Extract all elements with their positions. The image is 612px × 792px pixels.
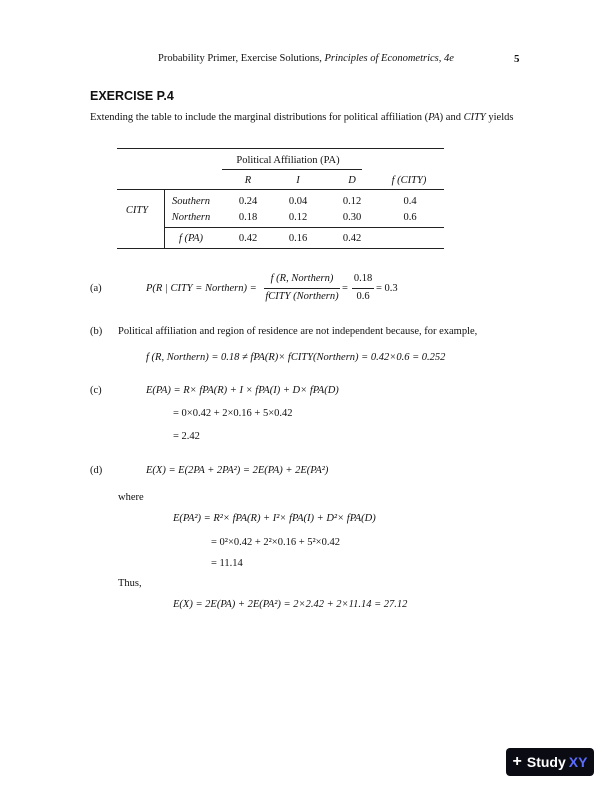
table-header-rule — [117, 189, 444, 190]
part-d-where-line1: E(PA²) = R²× fPA(R) + I²× fPA(I) + D²× fPA(D) — [173, 513, 376, 524]
cell-southern-i: 0.04 — [288, 196, 308, 207]
part-c-line3: = 2.42 — [173, 431, 200, 442]
cell-northern-d: 0.30 — [342, 212, 362, 223]
cell-southern-d: 0.12 — [342, 196, 362, 207]
part-d-final: E(X) = 2E(PA) + 2E(PA²) = 2×2.42 + 2×11.14 = 27.12 — [173, 599, 408, 610]
intro-paragraph — [90, 111, 524, 125]
part-a-num2: 0.18 — [353, 273, 373, 284]
part-b-equation: f (R, Northern) = 0.18 ≠ fPA(R)× fCITY(Northern) = 0.42×0.6 = 0.252 — [146, 352, 446, 363]
part-d-where: where — [118, 492, 144, 503]
part-d-label: (d) — [90, 465, 103, 476]
cell-northern-i: 0.12 — [288, 212, 308, 223]
cell-southern-marginal: 0.4 — [403, 196, 417, 207]
col-header-i: I — [296, 175, 300, 186]
col-header-d: D — [348, 175, 356, 186]
table-marginal-rule — [164, 227, 444, 228]
part-b-label: (b) — [90, 326, 103, 337]
cell-marginal-d: 0.42 — [342, 233, 362, 244]
row-label-f-pa: f (PA) — [178, 233, 203, 244]
part-d-thus: Thus, — [118, 578, 142, 589]
part-a-fracbar2 — [352, 288, 374, 289]
part-c-line1: E(PA) = R× fPA(R) + I × fPA(I) + D× fPA(D) — [146, 385, 339, 396]
col-header-f-city: f (CITY) — [391, 175, 427, 186]
part-d-where-line3: = 11.14 — [211, 558, 243, 569]
part-a-result: = 0.3 — [376, 283, 398, 294]
part-c-label: (c) — [90, 385, 102, 396]
cell-marginal-r: 0.42 — [238, 233, 258, 244]
running-header — [0, 53, 612, 64]
intro-c: yields — [485, 112, 514, 123]
row-label-northern: Northern — [171, 212, 211, 223]
part-a-fracbar1 — [264, 288, 340, 289]
part-d-where-line2: = 0²×0.42 + 2²×0.16 + 5²×0.42 — [211, 537, 340, 548]
running-title-book: Principles of Econometrics, 4e — [324, 53, 454, 64]
table-top-rule — [117, 148, 444, 149]
cell-marginal-i: 0.16 — [288, 233, 308, 244]
part-a-num1: f (R, Northern) — [270, 273, 334, 284]
row-label-southern: Southern — [172, 196, 210, 207]
intro-a: Extending the table to include the marginal distributions for political affiliation ( — [90, 112, 429, 123]
part-a-lhs: P(R | CITY = Northern) = — [146, 283, 257, 294]
brand-name-b: XY — [568, 754, 588, 770]
studyxy-logo — [506, 748, 594, 776]
col-header-r: R — [244, 175, 252, 186]
exercise-title: EXERCISE P.4 — [90, 89, 174, 103]
part-d-line1: E(X) = E(2PA + 2PA²) = 2E(PA) + 2E(PA²) — [146, 465, 329, 476]
part-c-line2: = 0×0.42 + 2×0.16 + 5×0.42 — [173, 408, 293, 419]
intro-pa: PA — [428, 112, 440, 123]
intro-b: ) and — [439, 112, 464, 123]
table-group-rule — [222, 169, 362, 170]
part-a-den2: 0.6 — [356, 291, 370, 302]
cell-northern-r: 0.18 — [238, 212, 258, 223]
part-a-den1: fCITY (Northern) — [265, 291, 339, 302]
table-vertical-rule — [164, 189, 165, 248]
cell-southern-r: 0.24 — [238, 196, 258, 207]
part-b-text: Political affiliation and region of residence are not independent because, for example, — [118, 326, 478, 337]
row-group-city-label: CITY — [125, 205, 149, 216]
part-a-eq-sign: = — [342, 283, 348, 294]
cell-northern-marginal: 0.6 — [403, 212, 417, 223]
table-bottom-rule — [117, 248, 444, 249]
plus-icon: + — [512, 753, 522, 770]
running-title-prefix: Probability Primer, Exercise Solutions, — [158, 53, 325, 64]
intro-city: CITY — [463, 112, 486, 123]
part-a-label: (a) — [90, 283, 102, 294]
page-number: 5 — [514, 53, 520, 65]
table-group-header: Political Affiliation (PA) — [236, 155, 340, 166]
brand-name-a: Study — [526, 754, 566, 770]
